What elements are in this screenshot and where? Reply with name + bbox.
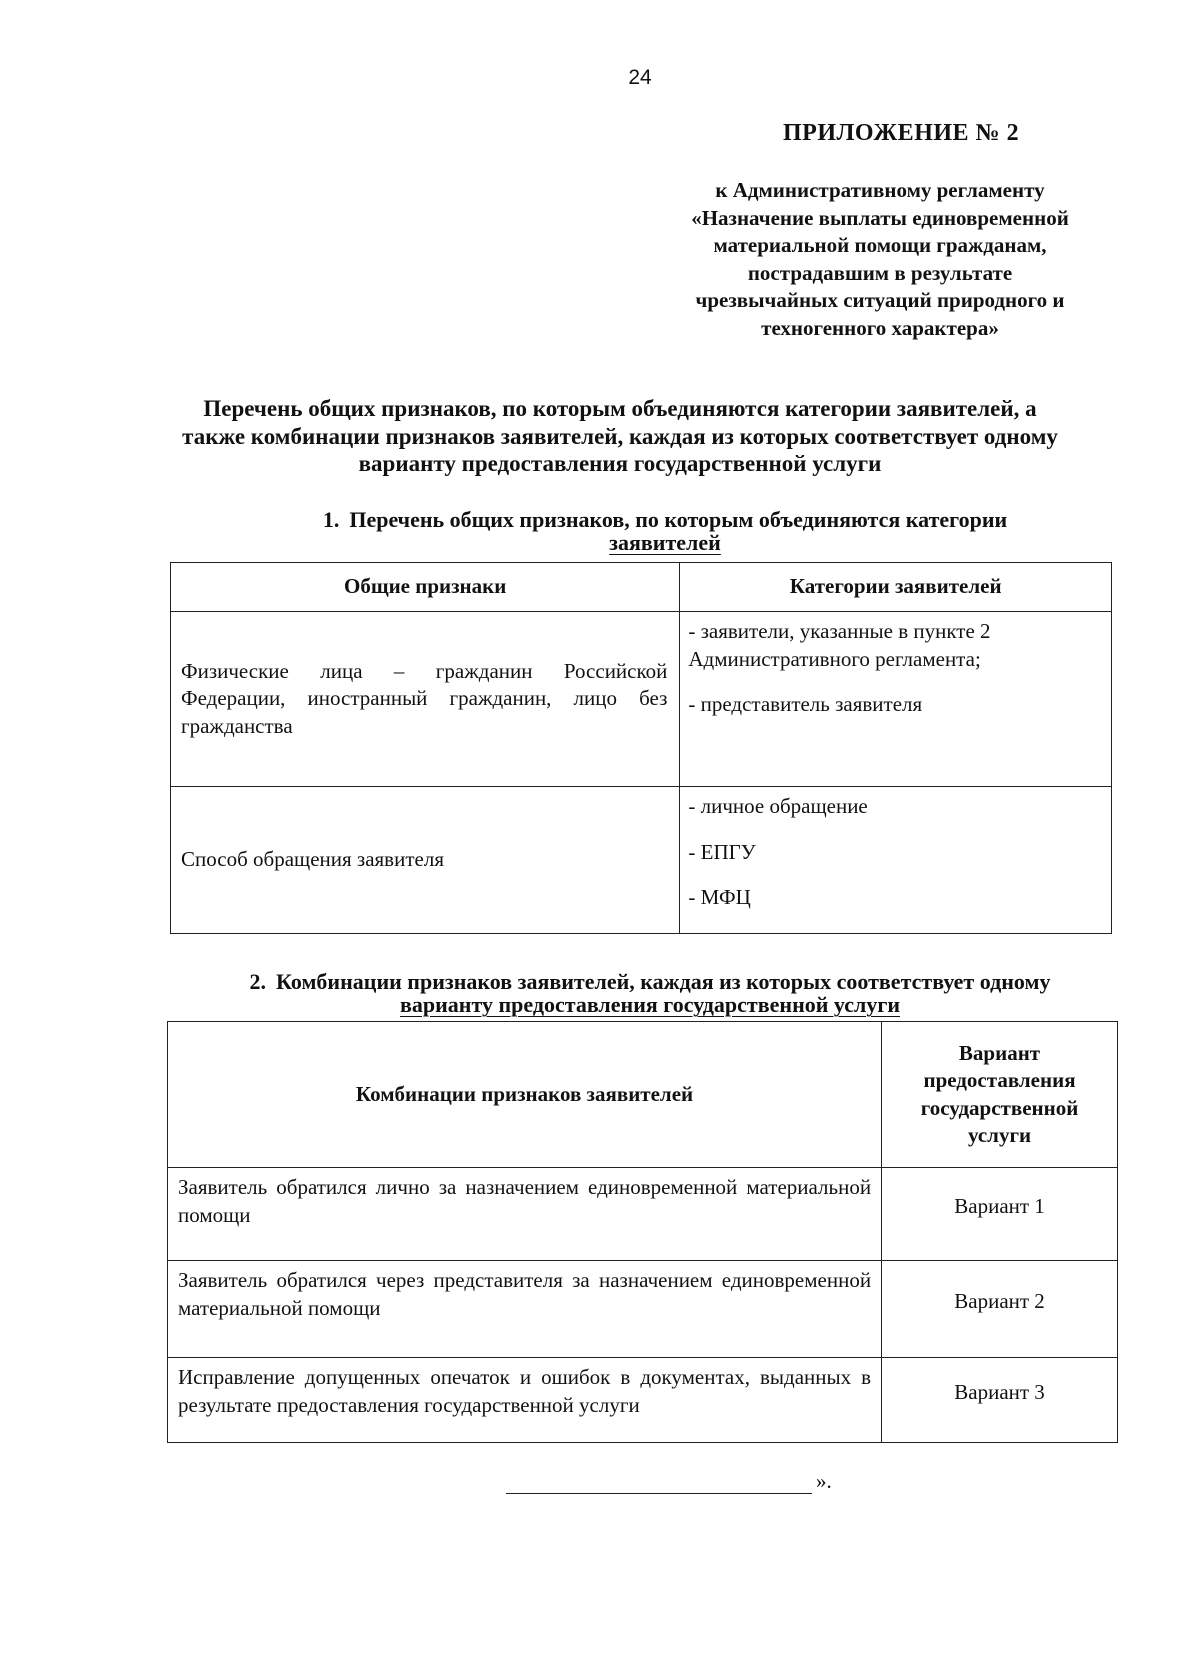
appendix-subtitle bbox=[660, 177, 1100, 342]
applicant-features-table bbox=[170, 562, 1112, 934]
section-2-heading bbox=[210, 970, 1090, 1016]
page-number: 24 bbox=[628, 66, 652, 89]
heading-line: Перечень общих признаков, по которым объединяются категории заявителей, а bbox=[203, 396, 1037, 421]
table-row bbox=[168, 1358, 1118, 1443]
section-2-title-line: варианту предоставления государственной услуги bbox=[399, 992, 901, 1017]
table-row bbox=[168, 1168, 1118, 1261]
combination-cell: Заявитель обратился через представителя за назначением единовременной материальной помощи bbox=[168, 1261, 882, 1358]
closing-line bbox=[506, 1469, 832, 1494]
table-row bbox=[171, 612, 1112, 787]
section-1-title-line: Перечень общих признаков, по которым объединяются категории bbox=[349, 507, 1008, 532]
appendix-subtitle-line: пострадавшим в результате bbox=[747, 260, 1013, 285]
combination-cell: Исправление допущенных опечаток и ошибок в документах, выданных в результате предоставления государственной услуги bbox=[168, 1358, 882, 1443]
closing-mark: ». bbox=[816, 1469, 832, 1493]
heading-line: также комбинации признаков заявителей, каждая из которых соответствует одному bbox=[182, 423, 1058, 449]
appendix-subtitle-line: «Назначение выплаты единовременной bbox=[691, 205, 1069, 230]
section-2-title-line: Комбинации признаков заявителей, каждая из которых соответствует одному bbox=[276, 969, 1051, 994]
appendix-subtitle-line: техногенного характера» bbox=[761, 315, 999, 340]
document-heading bbox=[150, 395, 1090, 478]
variant-cell: Вариант 3 bbox=[882, 1358, 1118, 1443]
section-2-number: 2. bbox=[249, 969, 266, 994]
appendix-subtitle-line: чрезвычайных ситуаций природного и bbox=[695, 288, 1065, 312]
category-item: - ЕПГУ bbox=[688, 839, 756, 864]
appendix-title: ПРИЛОЖЕНИЕ № 2 bbox=[783, 120, 1020, 146]
signature-rule bbox=[506, 1473, 812, 1494]
variant-cell: Вариант 2 bbox=[882, 1261, 1118, 1358]
heading-line: варианту предоставления государственной услуги bbox=[358, 451, 882, 476]
categories-cell bbox=[680, 787, 1112, 934]
table-row bbox=[171, 787, 1112, 934]
section-1-title-line: заявителей bbox=[609, 530, 721, 555]
appendix-subtitle-line: к Административному регламенту bbox=[715, 178, 1045, 202]
feature-cell: Способ обращения заявителя bbox=[171, 787, 680, 934]
table-header-combinations: Комбинации признаков заявителей bbox=[168, 1022, 882, 1168]
category-item: - МФЦ bbox=[688, 885, 751, 909]
category-item: - представитель заявителя bbox=[688, 692, 923, 716]
categories-cell bbox=[680, 612, 1112, 787]
feature-cell: Физические лица – гражданин Российской Федерации, иностранный гражданин, лицо без гражданства bbox=[171, 612, 680, 787]
table-header-variant: Вариант предоставления государственной услуги bbox=[882, 1022, 1118, 1168]
variant-cell: Вариант 1 bbox=[882, 1168, 1118, 1261]
combination-cell: Заявитель обратился лично за назначением единовременной материальной помощи bbox=[168, 1168, 882, 1261]
category-item: - личное обращение bbox=[688, 794, 868, 818]
feature-combinations-table bbox=[167, 1021, 1118, 1443]
section-1-heading bbox=[265, 508, 1065, 554]
section-1-number: 1. bbox=[322, 507, 340, 532]
table-row bbox=[168, 1261, 1118, 1358]
appendix-subtitle-line: материальной помощи гражданам, bbox=[713, 233, 1047, 257]
category-item: - заявители, указанные в пункте 2 Административного регламента; bbox=[688, 619, 991, 671]
table-header-categories: Категории заявителей bbox=[680, 563, 1112, 612]
table-header-features: Общие признаки bbox=[171, 563, 680, 612]
